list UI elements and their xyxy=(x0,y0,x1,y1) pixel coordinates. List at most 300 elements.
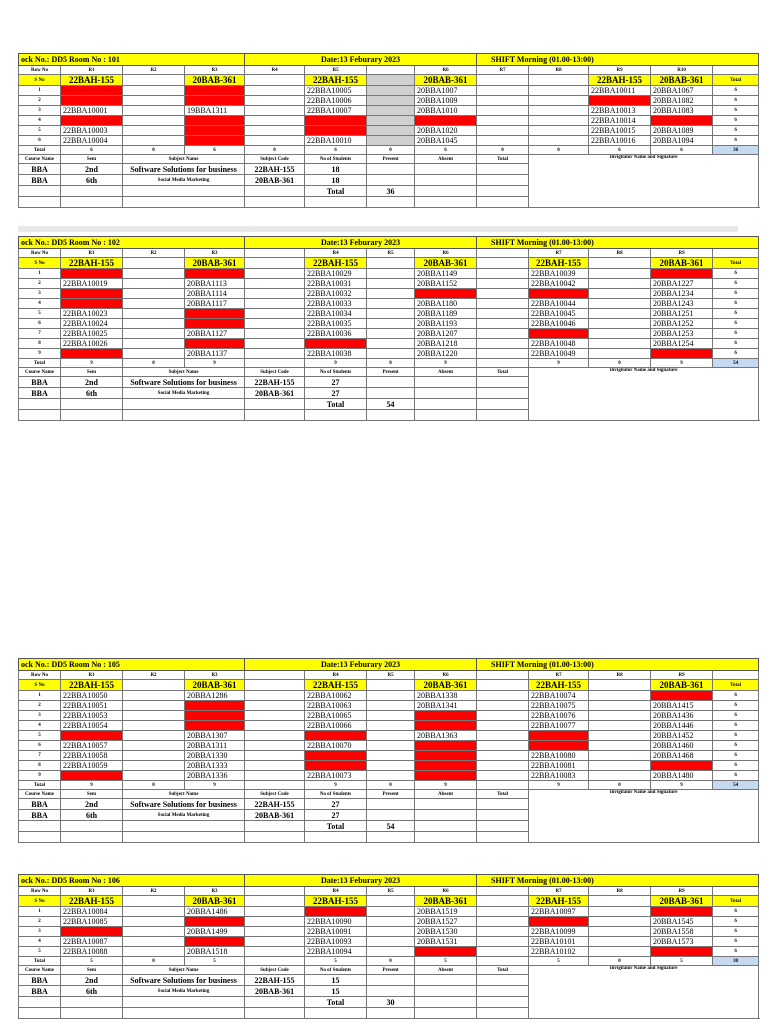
empty-cell xyxy=(61,1008,123,1019)
roll-number-cell: 20BBA1256 xyxy=(651,349,713,359)
empty-cell xyxy=(477,986,529,997)
row-label xyxy=(477,887,529,896)
roll-number-cell xyxy=(367,917,415,927)
roll-number-cell xyxy=(123,289,185,299)
roll-number-cell xyxy=(477,136,529,146)
subject-code-cell xyxy=(589,896,651,907)
column-total: 0 xyxy=(245,146,305,155)
row-total: 6 xyxy=(713,319,759,329)
row-label: R5 xyxy=(305,66,367,75)
roll-number-cell: 22BBA10008 xyxy=(305,116,367,126)
row-label: R3 xyxy=(185,887,245,896)
serial-number: 2 xyxy=(19,917,61,927)
roll-number-cell xyxy=(589,907,651,917)
serial-number: 7 xyxy=(19,751,61,761)
subject-code-cell: 22BAH-155 xyxy=(589,75,651,86)
empty-cell xyxy=(367,986,415,997)
roll-number-cell xyxy=(245,937,305,947)
column-total: 5 xyxy=(305,957,367,966)
course-label-course-name: Course Name xyxy=(19,368,61,377)
serial-number: 9 xyxy=(19,771,61,781)
empty-cell xyxy=(367,1008,415,1019)
column-total: 0 xyxy=(367,359,415,368)
row-label: R9 xyxy=(589,66,651,75)
row-label: R2 xyxy=(123,249,185,258)
roll-number-cell: 20BBA1127 xyxy=(185,329,245,339)
roll-number-cell xyxy=(245,126,305,136)
row-label: R8 xyxy=(589,887,651,896)
roll-number-cell xyxy=(589,289,651,299)
roll-number-cell xyxy=(367,269,415,279)
row-total: 6 xyxy=(713,86,759,96)
empty-cell xyxy=(477,388,529,399)
row-total: 6 xyxy=(713,309,759,319)
roll-number-cell: 20BBA1218 xyxy=(415,339,477,349)
roll-number-cell: 20BBA1243 xyxy=(651,299,713,309)
empty-cell xyxy=(61,821,123,832)
roll-number-cell xyxy=(367,751,415,761)
seating-table xyxy=(18,236,759,421)
exam-date: Date:13 Feburary 2023 xyxy=(245,875,477,887)
roll-number-cell xyxy=(123,279,185,289)
subject-code-cell xyxy=(123,896,185,907)
column-total: 9 xyxy=(415,359,477,368)
roll-number-cell: 22BBA10093 xyxy=(305,937,367,947)
roll-number-cell xyxy=(123,86,185,96)
room-label: ock No.: DD5 Room No : 101 xyxy=(19,54,245,66)
empty-cell xyxy=(367,810,415,821)
roll-number-cell xyxy=(367,319,415,329)
course-label-no-of-students: No of Students xyxy=(305,368,367,377)
room-block-106 xyxy=(18,874,742,1019)
course-code: 22BAH-155 xyxy=(245,799,305,810)
row-no-label: Row No xyxy=(19,887,61,896)
empty-cell xyxy=(61,399,123,410)
roll-number-cell: 22BBA10013 xyxy=(589,106,651,116)
row-label: R4 xyxy=(305,671,367,680)
s-no-label: S No xyxy=(19,680,61,691)
row-total: 6 xyxy=(713,751,759,761)
roll-number-cell xyxy=(477,126,529,136)
empty-cell xyxy=(123,832,245,843)
course-code: 20BAB-361 xyxy=(245,810,305,821)
column-total: 0 xyxy=(123,359,185,368)
row-total: 6 xyxy=(713,927,759,937)
column-total xyxy=(477,781,529,790)
roll-number-cell xyxy=(367,96,415,106)
column-total: 9 xyxy=(185,359,245,368)
empty-cell xyxy=(477,810,529,821)
roll-number-cell: 22BBA10083 xyxy=(529,771,589,781)
roll-number-cell: 22BBA10094 xyxy=(305,947,367,957)
row-label xyxy=(245,671,305,680)
roll-number-cell xyxy=(589,751,651,761)
roll-number-cell: 22BBA10034 xyxy=(305,309,367,319)
course-subject: Software Solutions for business xyxy=(123,164,245,175)
course-label-subject-name: Subject Name xyxy=(123,790,245,799)
invigilator-signature: Invigilator Name and Signature xyxy=(529,155,759,208)
table-row xyxy=(19,771,759,781)
serial-number: 3 xyxy=(19,927,61,937)
empty-cell xyxy=(477,186,529,197)
roll-number-cell: 22BBA10025 xyxy=(61,329,123,339)
empty-cell xyxy=(477,997,529,1008)
course-code: 20BAB-361 xyxy=(245,388,305,399)
roll-number-cell: 20BBA1089 xyxy=(651,126,713,136)
course-sem: 6th xyxy=(61,388,123,399)
roll-number-cell xyxy=(477,106,529,116)
roll-number-cell: 22BBA10035 xyxy=(305,319,367,329)
course-label-subject-name: Subject Name xyxy=(123,368,245,377)
row-label: R8 xyxy=(589,671,651,680)
room-block-102 xyxy=(18,236,742,421)
row-label: R4 xyxy=(305,887,367,896)
table-row xyxy=(19,106,759,116)
column-total: 0 xyxy=(123,781,185,790)
row-label: R2 xyxy=(123,887,185,896)
roll-number-cell: 22BBA10067 xyxy=(305,731,367,741)
column-total: 5 xyxy=(61,957,123,966)
roll-number-cell xyxy=(123,106,185,116)
roll-number-cell xyxy=(245,319,305,329)
roll-number-cell xyxy=(477,947,529,957)
course-sem: 6th xyxy=(61,810,123,821)
subject-code-row xyxy=(19,75,759,86)
column-total xyxy=(245,359,305,368)
table-row xyxy=(19,269,759,279)
roll-number-cell xyxy=(245,339,305,349)
row-label: R6 xyxy=(415,671,477,680)
column-total: 9 xyxy=(61,359,123,368)
empty-cell xyxy=(713,66,759,75)
roll-number-cell xyxy=(589,917,651,927)
roll-number-cell xyxy=(123,319,185,329)
course-code: 22BAH-155 xyxy=(245,975,305,986)
row-label: R6 xyxy=(415,66,477,75)
empty-cell xyxy=(415,197,477,208)
empty-cell xyxy=(61,410,123,421)
row-label: R1 xyxy=(61,249,123,258)
empty-cell xyxy=(123,997,245,1008)
roll-number-cell xyxy=(367,771,415,781)
table-row xyxy=(19,86,759,96)
serial-number: 6 xyxy=(19,741,61,751)
column-total: 6 xyxy=(185,146,245,155)
roll-number-cell xyxy=(123,947,185,957)
room-label: ock No.: DD5 Room No : 106 xyxy=(19,875,245,887)
totals-label: Total xyxy=(19,146,61,155)
empty-cell xyxy=(477,975,529,986)
roll-number-cell: 20BBA1436 xyxy=(651,711,713,721)
roll-number-cell: 22BBA10012 xyxy=(589,96,651,106)
row-total: 6 xyxy=(713,711,759,721)
serial-number: 5 xyxy=(19,126,61,136)
roll-number-cell: 22BBA10007 xyxy=(305,106,367,116)
roll-number-cell xyxy=(589,927,651,937)
shift-label: SHIFT Morning (01.00-13:00) xyxy=(477,54,759,66)
empty-cell xyxy=(19,197,61,208)
course-name: BBA xyxy=(19,377,61,388)
roll-number-cell: 22BBA10009 xyxy=(305,126,367,136)
subject-code-cell xyxy=(477,680,529,691)
serial-number: 4 xyxy=(19,937,61,947)
roll-number-cell xyxy=(477,319,529,329)
empty-cell xyxy=(415,832,477,843)
course-students: 27 xyxy=(305,388,367,399)
column-total: 6 xyxy=(61,146,123,155)
roll-number-cell xyxy=(367,126,415,136)
roll-number-cell: 20BBA1254 xyxy=(651,339,713,349)
empty-cell xyxy=(415,175,477,186)
roll-number-cell xyxy=(477,309,529,319)
empty-cell xyxy=(367,175,415,186)
roll-number-cell xyxy=(589,279,651,289)
roll-number-cell: 22BBA10045 xyxy=(529,309,589,319)
row-total: 6 xyxy=(713,106,759,116)
roll-number-cell xyxy=(245,721,305,731)
subject-code-cell: 22BAH-155 xyxy=(529,896,589,907)
roll-number-cell: 20BBA1330 xyxy=(185,751,245,761)
roll-number-cell xyxy=(367,731,415,741)
column-total: 0 xyxy=(367,957,415,966)
roll-number-cell xyxy=(245,279,305,289)
row-total: 6 xyxy=(713,116,759,126)
room-header xyxy=(19,237,759,249)
column-total: 9 xyxy=(305,359,367,368)
table-row xyxy=(19,96,759,106)
subject-code-cell xyxy=(367,75,415,86)
roll-number-cell: 22BBA10027 xyxy=(61,349,123,359)
totals-row xyxy=(19,146,759,155)
roll-number-cell xyxy=(367,937,415,947)
roll-number-cell xyxy=(589,947,651,957)
empty-cell xyxy=(123,186,245,197)
column-total xyxy=(245,781,305,790)
course-label-sem: Sem xyxy=(61,368,123,377)
course-subject: Software Solutions for business xyxy=(123,799,245,810)
roll-number-cell xyxy=(477,339,529,349)
row-total: 6 xyxy=(713,741,759,751)
roll-number-cell xyxy=(477,761,529,771)
roll-number-cell xyxy=(123,96,185,106)
subject-code-cell: 20BAB-361 xyxy=(651,896,713,907)
roll-number-cell xyxy=(245,917,305,927)
course-label-sem: Sem xyxy=(61,155,123,164)
serial-number: 8 xyxy=(19,761,61,771)
roll-number-cell xyxy=(589,691,651,701)
roll-number-cell: 20BBA1336 xyxy=(185,771,245,781)
grand-total-label: Total xyxy=(305,997,367,1008)
row-label: R8 xyxy=(589,249,651,258)
roll-number-cell xyxy=(245,309,305,319)
roll-number-cell: 22BBA10005 xyxy=(305,86,367,96)
row-label: R5 xyxy=(367,249,415,258)
roll-number-cell: 22BBA10073 xyxy=(305,771,367,781)
roll-number-cell xyxy=(123,329,185,339)
roll-number-cell xyxy=(245,86,305,96)
roll-number-cell: 22BBA10090 xyxy=(305,917,367,927)
empty-cell xyxy=(245,410,305,421)
subject-code-cell xyxy=(123,258,185,269)
empty-cell xyxy=(19,410,61,421)
serial-number: 4 xyxy=(19,721,61,731)
course-name: BBA xyxy=(19,810,61,821)
roll-number-cell xyxy=(123,269,185,279)
table-row xyxy=(19,116,759,126)
course-label-course-name: Course Name xyxy=(19,155,61,164)
serial-number: 4 xyxy=(19,299,61,309)
roll-number-cell: 20BBA1161 xyxy=(415,289,477,299)
invigilator-signature: Invigilator Name and Signature xyxy=(529,368,759,421)
roll-number-cell xyxy=(477,289,529,299)
room-label: ock No.: DD5 Room No : 105 xyxy=(19,659,245,671)
roll-number-cell: 20BBA1480 xyxy=(651,771,713,781)
subject-code-cell: 20BAB-361 xyxy=(651,258,713,269)
subject-code-cell: 22BAH-155 xyxy=(305,680,367,691)
seating-table xyxy=(18,658,759,843)
row-total: 6 xyxy=(713,279,759,289)
roll-number-cell: 22BBA10010 xyxy=(305,136,367,146)
column-total: 9 xyxy=(651,781,713,790)
roll-number-cell xyxy=(529,86,589,96)
empty-cell xyxy=(367,388,415,399)
row-label: R6 xyxy=(415,887,477,896)
roll-number-cell: 20BBA1067 xyxy=(651,86,713,96)
roll-number-cell xyxy=(367,721,415,731)
row-label: R7 xyxy=(529,671,589,680)
invigilator-signature: Invigilator Name and Signature xyxy=(529,966,759,1019)
course-header-row xyxy=(19,790,759,799)
roll-number-cell xyxy=(367,349,415,359)
roll-number-cell: 20BBA1518 xyxy=(185,947,245,957)
room-block-101 xyxy=(18,53,742,208)
roll-number-cell: 22BBA10046 xyxy=(529,319,589,329)
empty-cell xyxy=(367,164,415,175)
empty-cell xyxy=(477,164,529,175)
roll-number-cell xyxy=(367,309,415,319)
roll-number-cell: 22BBA10059 xyxy=(61,761,123,771)
roll-number-cell xyxy=(367,106,415,116)
course-label-subject-code: Subject Code xyxy=(245,790,305,799)
column-total: 5 xyxy=(185,957,245,966)
roll-number-cell xyxy=(245,136,305,146)
subject-code-cell xyxy=(123,680,185,691)
serial-number: 6 xyxy=(19,319,61,329)
column-total: 0 xyxy=(367,146,415,155)
roll-number-cell: 20BBA1542 xyxy=(415,947,477,957)
subject-code-cell xyxy=(123,75,185,86)
row-label: R9 xyxy=(651,249,713,258)
row-number-header xyxy=(19,249,759,258)
course-label-subject-code: Subject Code xyxy=(245,155,305,164)
row-total: 6 xyxy=(713,917,759,927)
roll-number-cell: 19BBA1311 xyxy=(185,106,245,116)
row-total: 6 xyxy=(713,269,759,279)
row-total: 6 xyxy=(713,136,759,146)
course-subject: Software Solutions for business xyxy=(123,377,245,388)
roll-number-cell: 20BBA1009 xyxy=(415,96,477,106)
empty-cell xyxy=(61,197,123,208)
table-row xyxy=(19,329,759,339)
totals-label: Total xyxy=(19,359,61,368)
course-students: 27 xyxy=(305,377,367,388)
roll-number-cell: 20BBA1558 xyxy=(651,927,713,937)
table-row xyxy=(19,741,759,751)
roll-number-cell: 20BBA1130 xyxy=(185,339,245,349)
subject-code-cell: 20BAB-361 xyxy=(651,75,713,86)
invigilator-signature: Invigilator Name and Signature xyxy=(529,790,759,843)
roll-number-cell: 20BBA1137 xyxy=(185,349,245,359)
empty-cell xyxy=(367,975,415,986)
course-label-absent: Absent xyxy=(415,790,477,799)
roll-number-cell: 22BBA10074 xyxy=(529,691,589,701)
roll-number-cell: 20BBA1012 xyxy=(415,116,477,126)
row-label: R3 xyxy=(185,66,245,75)
row-total: 6 xyxy=(713,937,759,947)
roll-number-cell: 20BBA1391 xyxy=(415,771,477,781)
grand-total-value: 36 xyxy=(367,186,415,197)
roll-number-cell: 22BBA10098 xyxy=(529,917,589,927)
roll-number-cell: 22BBA10023 xyxy=(61,309,123,319)
roll-number-cell xyxy=(367,701,415,711)
serial-number: 5 xyxy=(19,309,61,319)
roll-number-cell xyxy=(477,116,529,126)
exam-date: Date:13 Feburary 2023 xyxy=(245,659,477,671)
serial-number: 2 xyxy=(19,701,61,711)
column-total: 54 xyxy=(713,781,759,790)
roll-number-cell: 22BBA10102 xyxy=(529,947,589,957)
roll-number-cell: 22BBA10003 xyxy=(61,126,123,136)
roll-number-cell: 20BBA1499 xyxy=(185,927,245,937)
roll-number-cell xyxy=(589,329,651,339)
roll-number-cell xyxy=(589,937,651,947)
roll-number-cell: 19BBA1030 xyxy=(185,86,245,96)
empty-cell xyxy=(477,1008,529,1019)
roll-number-cell xyxy=(477,691,529,701)
column-total: 9 xyxy=(529,781,589,790)
roll-number-cell: 20BBA1227 xyxy=(651,279,713,289)
subject-code-cell xyxy=(245,680,305,691)
row-no-label: Row No xyxy=(19,671,61,680)
subject-code-cell xyxy=(477,896,529,907)
roll-number-cell: 22BBA10018 xyxy=(61,269,123,279)
serial-number: 3 xyxy=(19,711,61,721)
roll-number-cell: 20BBA1452 xyxy=(651,731,713,741)
empty-cell xyxy=(245,997,305,1008)
totals-row xyxy=(19,359,759,368)
empty-cell xyxy=(305,832,367,843)
empty-cell xyxy=(367,410,415,421)
roll-number-cell: 22BBA10084 xyxy=(61,907,123,917)
empty-cell xyxy=(713,671,759,680)
total-label: Total xyxy=(713,258,759,269)
subject-code-cell: 20BAB-361 xyxy=(415,896,477,907)
subject-code-cell: 20BAB-361 xyxy=(185,896,245,907)
roll-number-cell xyxy=(477,937,529,947)
roll-number-cell: 22BBA10024 xyxy=(61,319,123,329)
table-row xyxy=(19,309,759,319)
roll-number-cell: 22BBA10011 xyxy=(589,86,651,96)
roll-number-cell xyxy=(589,731,651,741)
course-label-present: Present xyxy=(367,155,415,164)
empty-cell xyxy=(477,197,529,208)
serial-number: 5 xyxy=(19,947,61,957)
serial-number: 3 xyxy=(19,289,61,299)
roll-number-cell: 22BBA10026 xyxy=(61,339,123,349)
shift-label: SHIFT Morning (01.00-13:00) xyxy=(477,875,759,887)
roll-number-cell xyxy=(367,299,415,309)
empty-cell xyxy=(123,1008,245,1019)
